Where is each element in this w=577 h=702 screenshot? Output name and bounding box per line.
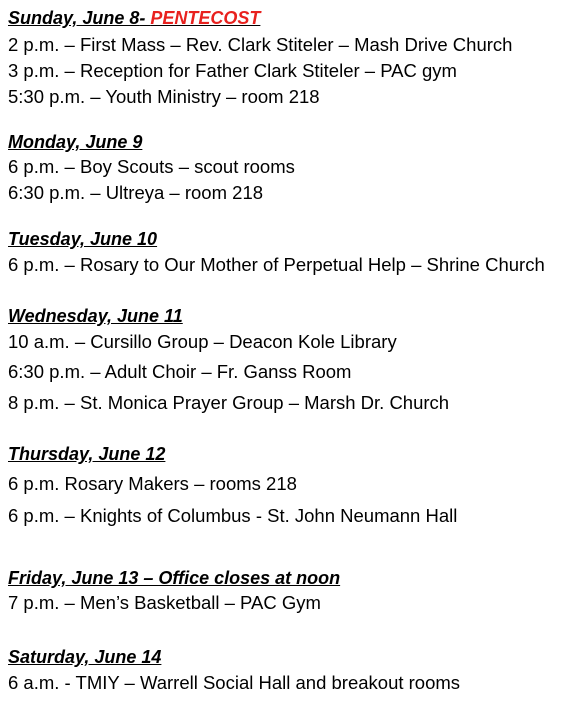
day-heading	[8, 6, 573, 30]
day-monday	[8, 130, 573, 203]
event-entry: 6 p.m. – Rosary to Our Mother of Perpetual Help – Shrine Church	[8, 254, 545, 275]
day-heading-text: Sunday, June 8	[8, 8, 140, 28]
day-heading: Saturday, June 14	[8, 647, 162, 667]
pentecost-label: PENTECOST	[150, 8, 261, 28]
event-entry: 6 p.m. Rosary Makers – rooms 218	[8, 473, 297, 494]
day-sunday	[8, 6, 573, 107]
day-heading: Friday, June 13 – Office closes at noon	[8, 568, 341, 588]
day-wednesday	[8, 304, 573, 413]
event-entry: 2 p.m. – First Mass – Rev. Clark Stiteler – Mash Drive Church	[8, 34, 513, 55]
day-friday	[8, 566, 573, 613]
event-entry: 8 p.m. – St. Monica Prayer Group – Marsh Dr. Church	[8, 392, 450, 413]
event-entry: 6 p.m. – Knights of Columbus - St. John Neumann Hall	[8, 505, 458, 526]
event-entry: 3 p.m. – Reception for Father Clark Stiteler – PAC gym	[8, 60, 457, 81]
event-entry: 6 a.m. - TMIY – Warrell Social Hall and breakout rooms	[8, 672, 461, 693]
event-entry: 6:30 p.m. – Adult Choir – Fr. Ganss Room	[8, 361, 352, 382]
event-entry: 6 p.m. – Boy Scouts – scout rooms	[8, 156, 295, 177]
day-heading-separator: -	[139, 8, 151, 28]
event-entry: 6:30 p.m. – Ultreya – room 218	[8, 182, 264, 203]
event-entry: 10 a.m. – Cursillo Group – Deacon Kole Library	[8, 331, 397, 352]
day-heading: Thursday, June 12	[8, 444, 166, 464]
event-entry: 7 p.m. – Men’s Basketball – PAC Gym	[8, 592, 321, 613]
day-tuesday	[8, 227, 573, 275]
day-heading: Tuesday, June 10	[8, 229, 158, 249]
event-entry: 5:30 p.m. – Youth Ministry – room 218	[8, 86, 320, 107]
day-heading: Wednesday, June 11	[8, 306, 183, 326]
day-thursday	[8, 442, 573, 526]
day-saturday	[8, 645, 573, 693]
day-heading: Monday, June 9	[8, 132, 143, 152]
